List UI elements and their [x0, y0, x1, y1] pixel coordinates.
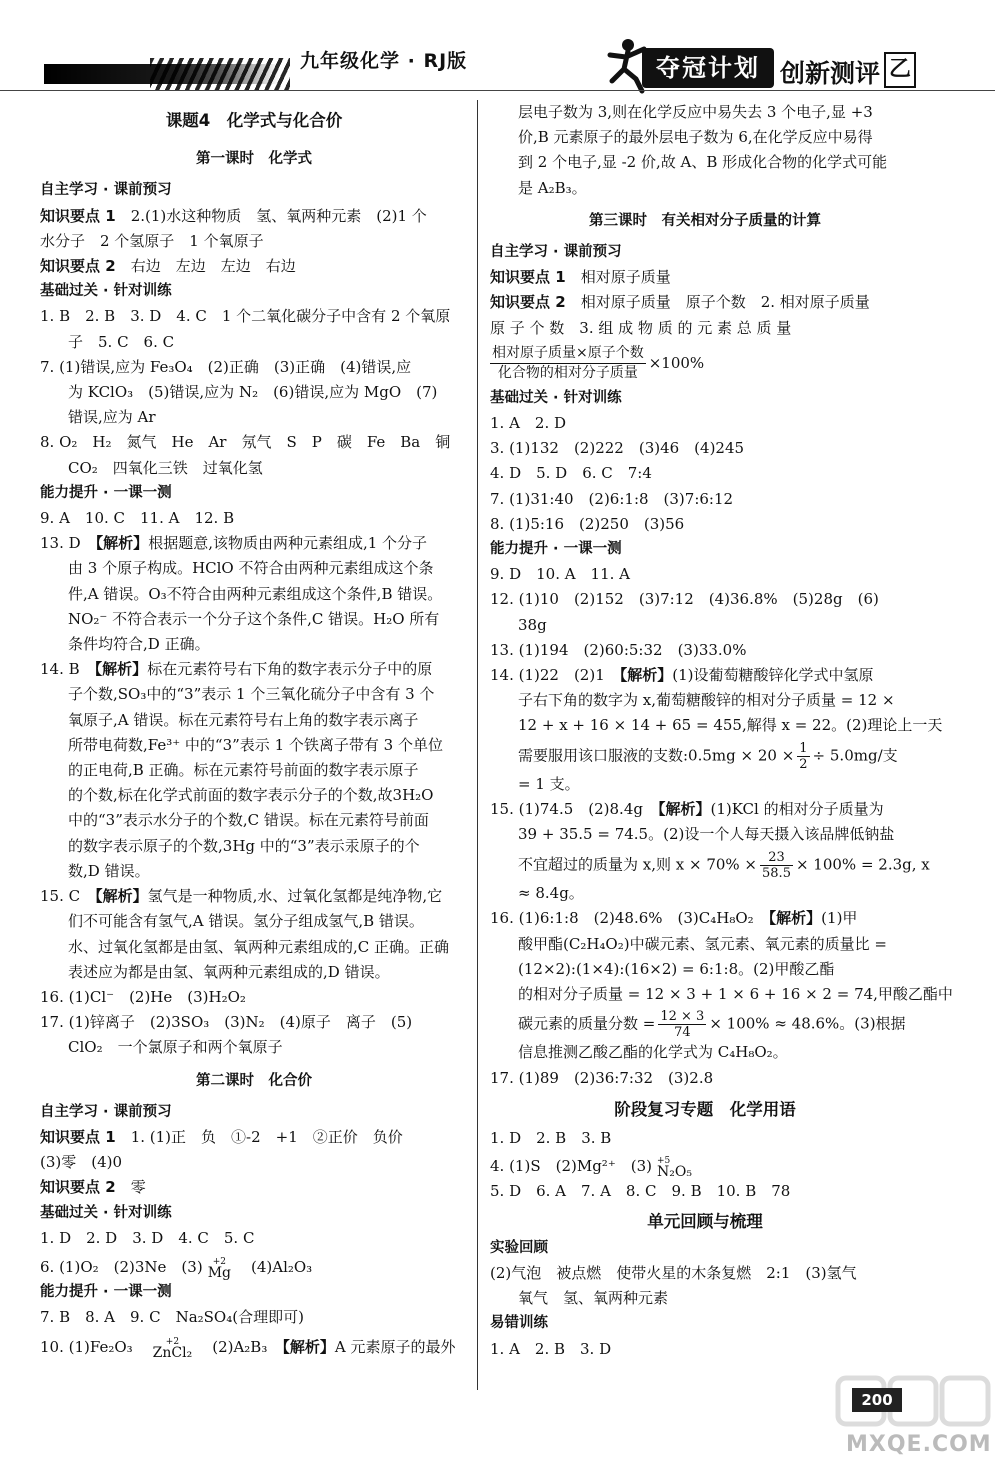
answer-line: 水分子 2 个氢原子 1 个氧原子: [40, 231, 264, 250]
section-heading: 能力提升 · 一课一测: [490, 541, 622, 558]
watermark-text: MXQE.COM: [846, 1432, 992, 1457]
section-heading: 能力提升 · 一课一测: [40, 1284, 172, 1301]
answer-line: 的个数,标在化学式前面的数字表示分子的个数,故3H₂O: [68, 786, 434, 805]
answer-line: 到 2 个电子,显 -2 价,故 A、B 形成化合物的化学式可能: [518, 153, 888, 172]
answer-line: 件,A 错误。O₃不符合由两种元素组成这个条件,B 错误。: [68, 584, 443, 603]
section-heading: 易错训练: [490, 1315, 548, 1332]
answer-text: 15. (1)74.5 (2)8.4g: [490, 799, 658, 818]
answer-text: 1. (1)正 负 ①-2 +1 ②正价 负价: [130, 1127, 403, 1146]
fraction-numerator: 1: [799, 740, 808, 756]
answer-line: NO₂⁻ 不符合表示一个分子这个条件,C 错误。H₂O 所有: [68, 609, 440, 628]
answer-line: 数,D 错误。: [68, 861, 150, 880]
answer-line: 3. (1)132 (2)222 (3)46 (4)245: [490, 439, 745, 458]
answer-line: [40, 1175, 468, 1200]
answer-line: 氧原子,A 错误。标在元素符号右上角的数字表示离子: [68, 710, 419, 729]
answer-line: 条件均符合,D 正确。: [68, 635, 210, 654]
answer-line: [490, 663, 920, 688]
answer-text: 6. (1)O₂ (2)3Ne (3): [40, 1257, 203, 1276]
answer-line: 所带电荷数,Fe³⁺ 中的“3”表示 1 个铁离子带有 3 个单位: [68, 735, 443, 754]
answer-text: 零: [130, 1178, 146, 1197]
answer-line: 1. D 2. D 3. D 4. C 5. C: [40, 1228, 255, 1247]
answer-text: 14. (1)22 (2)1: [490, 666, 620, 685]
answer-line: [490, 906, 920, 931]
valence-mark: +5: [657, 1156, 671, 1167]
answer-line: 酸甲酯(C₂H₄O₂)中碳元素、氢元素、氧元素的质量比 =: [518, 934, 887, 953]
answer-line: [40, 1331, 468, 1360]
answer-line: [490, 290, 920, 315]
analysis-tag: 【解析】: [768, 909, 822, 928]
answer-text: 4. (1)S (2)Mg²⁺ (3): [490, 1157, 652, 1176]
element-symbol: Mg: [207, 1264, 231, 1281]
knowledge-point-label: 知识要点 2: [40, 1178, 116, 1197]
column-divider: [477, 100, 478, 1390]
answer-line: 4. D 5. D 6. C 7:4: [490, 464, 652, 483]
section-heading: 基础过关 · 针对训练: [40, 283, 172, 300]
answer-text: (1)甲: [821, 909, 858, 928]
knowledge-point-label: 知识要点 1: [40, 206, 116, 225]
answer-text: ÷ 5.0mg/支: [812, 746, 898, 765]
answer-line: ≈ 8.4g。: [518, 884, 584, 903]
answer-text: 相对原子质量: [580, 268, 671, 287]
answer-line: 的相对分子质量 = 12 × 3 + 1 × 6 + 16 × 2 = 74,甲酸乙酯中: [518, 985, 953, 1004]
fraction-denominator: 58.5: [762, 866, 791, 882]
analysis-tag: 【解析】: [94, 660, 148, 679]
answer-line: 们不可能含有氢气,A 错误。氢分子组成氢气,B 错误。: [68, 912, 424, 931]
answer-text: 氢气是一种物质,水、过氧化氢都是纯净物,它: [147, 887, 443, 906]
answer-line: 由 3 个原子构成。HClO 不符合由两种元素组成这个条: [68, 559, 434, 578]
answer-text: (4)Al₂O₃: [235, 1257, 313, 1276]
answer-text: 标在元素符号右下角的数字表示分子中的原: [147, 660, 433, 679]
brand-subtitle: 创新测评: [780, 59, 881, 88]
section-heading: 自主学习 · 课前预习: [40, 182, 172, 199]
answer-line: = 1 支。: [518, 774, 580, 793]
header-rule: [0, 90, 995, 91]
brand-logo: 夺冠计划: [642, 48, 774, 88]
answer-text: 需要服用该口服液的支数:0.5mg × 20 ×: [518, 746, 795, 765]
answer-line: 的数字表示原子的个数,3Hg 中的“3”表示汞原子的个: [68, 836, 420, 855]
answer-line: 12 + x + 16 × 14 + 65 = 455,解得 x = 22。(2)理论上一天: [518, 716, 943, 735]
answer-line: 17. (1)89 (2)36:7:32 (3)2.8: [490, 1068, 714, 1087]
answer-text: 2.(1)水这种物质 氢、氧两种元素 (2)1 个: [130, 206, 427, 225]
answer-line: 13. (1)194 (2)60:5:32 (3)33.0%: [490, 640, 747, 659]
answer-text: 碳元素的质量分数 =: [518, 1014, 656, 1033]
answer-line: 1. B 2. B 3. D 4. C 1 个二氧化碳分子中含有 2 个氧原: [40, 307, 451, 326]
answer-line: (3)零 (4)0: [40, 1153, 123, 1172]
fraction-numerator: 12 × 3: [660, 1009, 705, 1025]
fraction-suffix: ×100%: [648, 353, 705, 372]
answer-number: 13. D: [40, 534, 81, 553]
answer-text: × 100% ≈ 48.6%。(3)根据: [709, 1014, 906, 1033]
answer-line: 9. D 10. A 11. A: [490, 565, 631, 584]
answer-line: [40, 884, 468, 909]
answer-line: 7. (1)错误,应为 Fe₃O₄ (2)正确 (3)正确 (4)错误,应: [40, 357, 412, 376]
answer-line: 8. O₂ H₂ 氮气 He Ar 氖气 S P 碳 Fe Ba 铜: [40, 433, 451, 452]
answer-line: [40, 254, 468, 279]
answer-line: (12×2):(1×4):(16×2) = 6:1:8。(2)甲酸乙酯: [518, 959, 835, 978]
left-column: [40, 100, 468, 1360]
analysis-tag: 【解析】: [95, 534, 149, 553]
answer-text: (2)A₂B₃: [197, 1337, 283, 1356]
answer-line: 1. A 2. D: [490, 414, 567, 433]
answer-number: 14. B: [40, 660, 80, 679]
answer-line: 表述应为都是由氢、氧两种元素组成的,D 错误。: [68, 962, 390, 981]
answer-line: 1. D 2. B 3. B: [490, 1128, 612, 1147]
answer-line: [40, 1251, 468, 1280]
answer-line: 水、过氧化氢都是由氢、氧两种元素组成的,C 正确。正确: [68, 937, 450, 956]
section-heading: 自主学习 · 课前预习: [40, 1103, 172, 1120]
answer-line: 错误,应为 Ar: [68, 408, 156, 427]
valence-mark: +2: [212, 1256, 226, 1267]
answer-line: ClO₂ 一个氯原子和两个氧原子: [68, 1038, 283, 1057]
analysis-tag: 【解析】: [619, 666, 673, 685]
section-heading: 基础过关 · 针对训练: [40, 1204, 172, 1221]
answer-line: 9. A 10. C 11. A 12. B: [40, 509, 235, 528]
answer-line: 原 子 个 数 3. 组 成 物 质 的 元 素 总 质 量: [490, 318, 792, 337]
answer-line: 是 A₂B₃。: [518, 178, 587, 197]
answer-line: [490, 797, 920, 822]
answer-line: [490, 265, 920, 290]
answer-line: [40, 1125, 468, 1150]
answer-text: (1)KCl 的相对分子质量为: [710, 799, 884, 818]
answer-text: 相对原子质量 原子个数 2. 相对原子质量: [580, 293, 870, 312]
answer-line: 子右下角的数字为 x,葡萄糖酸锌的相对分子质量 = 12 ×: [518, 691, 895, 710]
answer-line: 子个数,SO₃中的“3”表示 1 个三氧化硫分子中含有 3 个: [68, 685, 435, 704]
lesson-title: 第一课时 化学式: [196, 151, 312, 168]
right-column: [490, 100, 953, 1362]
answer-line: 7. (1)31:40 (2)6:1:8 (3)7:6:12: [490, 489, 734, 508]
answer-line: [40, 657, 468, 682]
answer-line: 38g: [518, 615, 547, 634]
answer-line: 5. D 6. A 7. A 8. C 9. B 10. B 78: [490, 1182, 791, 1201]
answer-line: 7. B 8. A 9. C Na₂SO₄(合理即可): [40, 1308, 304, 1327]
answer-line: 16. (1)Cl⁻ (2)He (3)H₂O₂: [40, 987, 246, 1006]
answer-text: 右边 左边 左边 右边: [130, 257, 296, 276]
answer-line: 39 + 35.5 = 74.5。(2)设一个人每天摄入该品牌低钠盐: [518, 825, 895, 844]
knowledge-point-label: 知识要点 2: [490, 293, 566, 312]
answer-line: [490, 847, 930, 882]
answer-line: 氧气 氢、氧两种元素: [518, 1289, 669, 1308]
header-title: 九年级化学 · RJ版: [300, 50, 468, 72]
answer-line: 层电子数为 3,则在化学反应中易失去 3 个电子,显 +3: [518, 103, 873, 121]
answer-text: 10. (1)Fe₂O₃: [40, 1337, 148, 1356]
fraction-denominator: 2: [799, 756, 808, 772]
section-heading: 自主学习 · 课前预习: [490, 244, 622, 261]
answer-text: 根据题意,该物质由两种元素组成,1 个分子: [148, 534, 428, 553]
page-header: [0, 0, 1000, 100]
chapter-title: 课题4 化学式与化合价: [165, 111, 343, 130]
answer-line: [40, 531, 468, 556]
analysis-tag: 【解析】: [282, 1337, 335, 1356]
answer-line: 子 5. C 6. C: [68, 332, 175, 351]
answer-line: [40, 204, 468, 229]
element-symbol: ZnCl₂: [152, 1344, 193, 1361]
answer-line: 的正电荷,B 正确。标在元素符号前面的数字表示原子: [68, 761, 419, 780]
header-stripes-decoration: [150, 58, 290, 90]
answer-text: × 100% = 2.3g, x: [795, 855, 930, 874]
answer-line: 12. (1)10 (2)152 (3)7:12 (4)36.8% (5)28g (6): [490, 590, 879, 609]
answer-line: [490, 1151, 920, 1179]
fraction-numerator: 23: [760, 850, 793, 866]
answer-line: [490, 739, 920, 772]
answer-line: 为 KClO₃ (5)错误,应为 N₂ (6)错误,应为 MgO (7): [68, 383, 438, 402]
answer-line: CO₂ 四氧化三铁 过氧化氢: [68, 458, 263, 477]
analysis-tag: 【解析】: [657, 799, 711, 818]
answer-line: 信息推测乙酸乙酯的化学式为 C₄H₈O₂。: [518, 1043, 788, 1062]
answer-text: 16. (1)6:1:8 (2)48.6% (3)C₄H₈O₂: [490, 909, 769, 928]
answer-text: A 元素原子的最外: [334, 1337, 456, 1356]
answer-line: 1. A 2. B 3. D: [490, 1339, 612, 1358]
answer-line: [490, 1007, 920, 1040]
chapter-title: 单元回顾与梳理: [647, 1211, 763, 1231]
knowledge-point-label: 知识要点 1: [40, 1127, 116, 1146]
section-heading: 基础过关 · 针对训练: [490, 389, 622, 406]
lesson-title: 第二课时 化合价: [196, 1072, 312, 1089]
answer-line: 价,B 元素原子的最外层电子数为 6,在化学反应中易得: [518, 128, 873, 147]
chapter-title: 阶段复习专题 化学用语: [614, 1099, 796, 1119]
valence-mark: +2: [165, 1336, 180, 1347]
answer-line: (2)气泡 被点燃 使带火星的木条复燃 2:1 (3)氢气: [490, 1263, 857, 1282]
answer-number: 15. C: [40, 887, 81, 906]
answer-text: 不宜超过的质量为 x,则 x × 70% ×: [518, 855, 758, 874]
answer-line: 8. (1)5:16 (2)250 (3)56: [490, 514, 685, 533]
answer-text: (1)设葡萄糖酸锌化学式中氢原: [672, 666, 874, 685]
knowledge-point-label: 知识要点 1: [490, 268, 566, 287]
lesson-title: 第三课时 有关相对分子质量的计算: [589, 212, 821, 229]
section-heading: 能力提升 · 一课一测: [40, 484, 172, 501]
knowledge-point-label: 知识要点 2: [40, 257, 116, 276]
page-number: 200: [852, 1388, 902, 1412]
element-symbol: N₂O₅: [657, 1164, 692, 1181]
formula-fraction: [490, 344, 920, 383]
answer-line: 17. (1)锌离子 (2)3SO₃ (3)N₂ (4)原子 离子 (5): [40, 1013, 413, 1032]
answer-line: 中的“3”表示水分子的个数,C 错误。标在元素符号前面: [68, 811, 429, 830]
fraction-numerator: 相对原子质量×原子个数: [490, 344, 646, 364]
fraction-denominator: 化合物的相对分子质量: [497, 364, 638, 381]
fraction-denominator: 74: [674, 1025, 691, 1041]
brand-suffix: 乙: [884, 52, 916, 88]
section-heading: 实验回顾: [490, 1239, 548, 1256]
analysis-tag: 【解析】: [95, 887, 148, 906]
